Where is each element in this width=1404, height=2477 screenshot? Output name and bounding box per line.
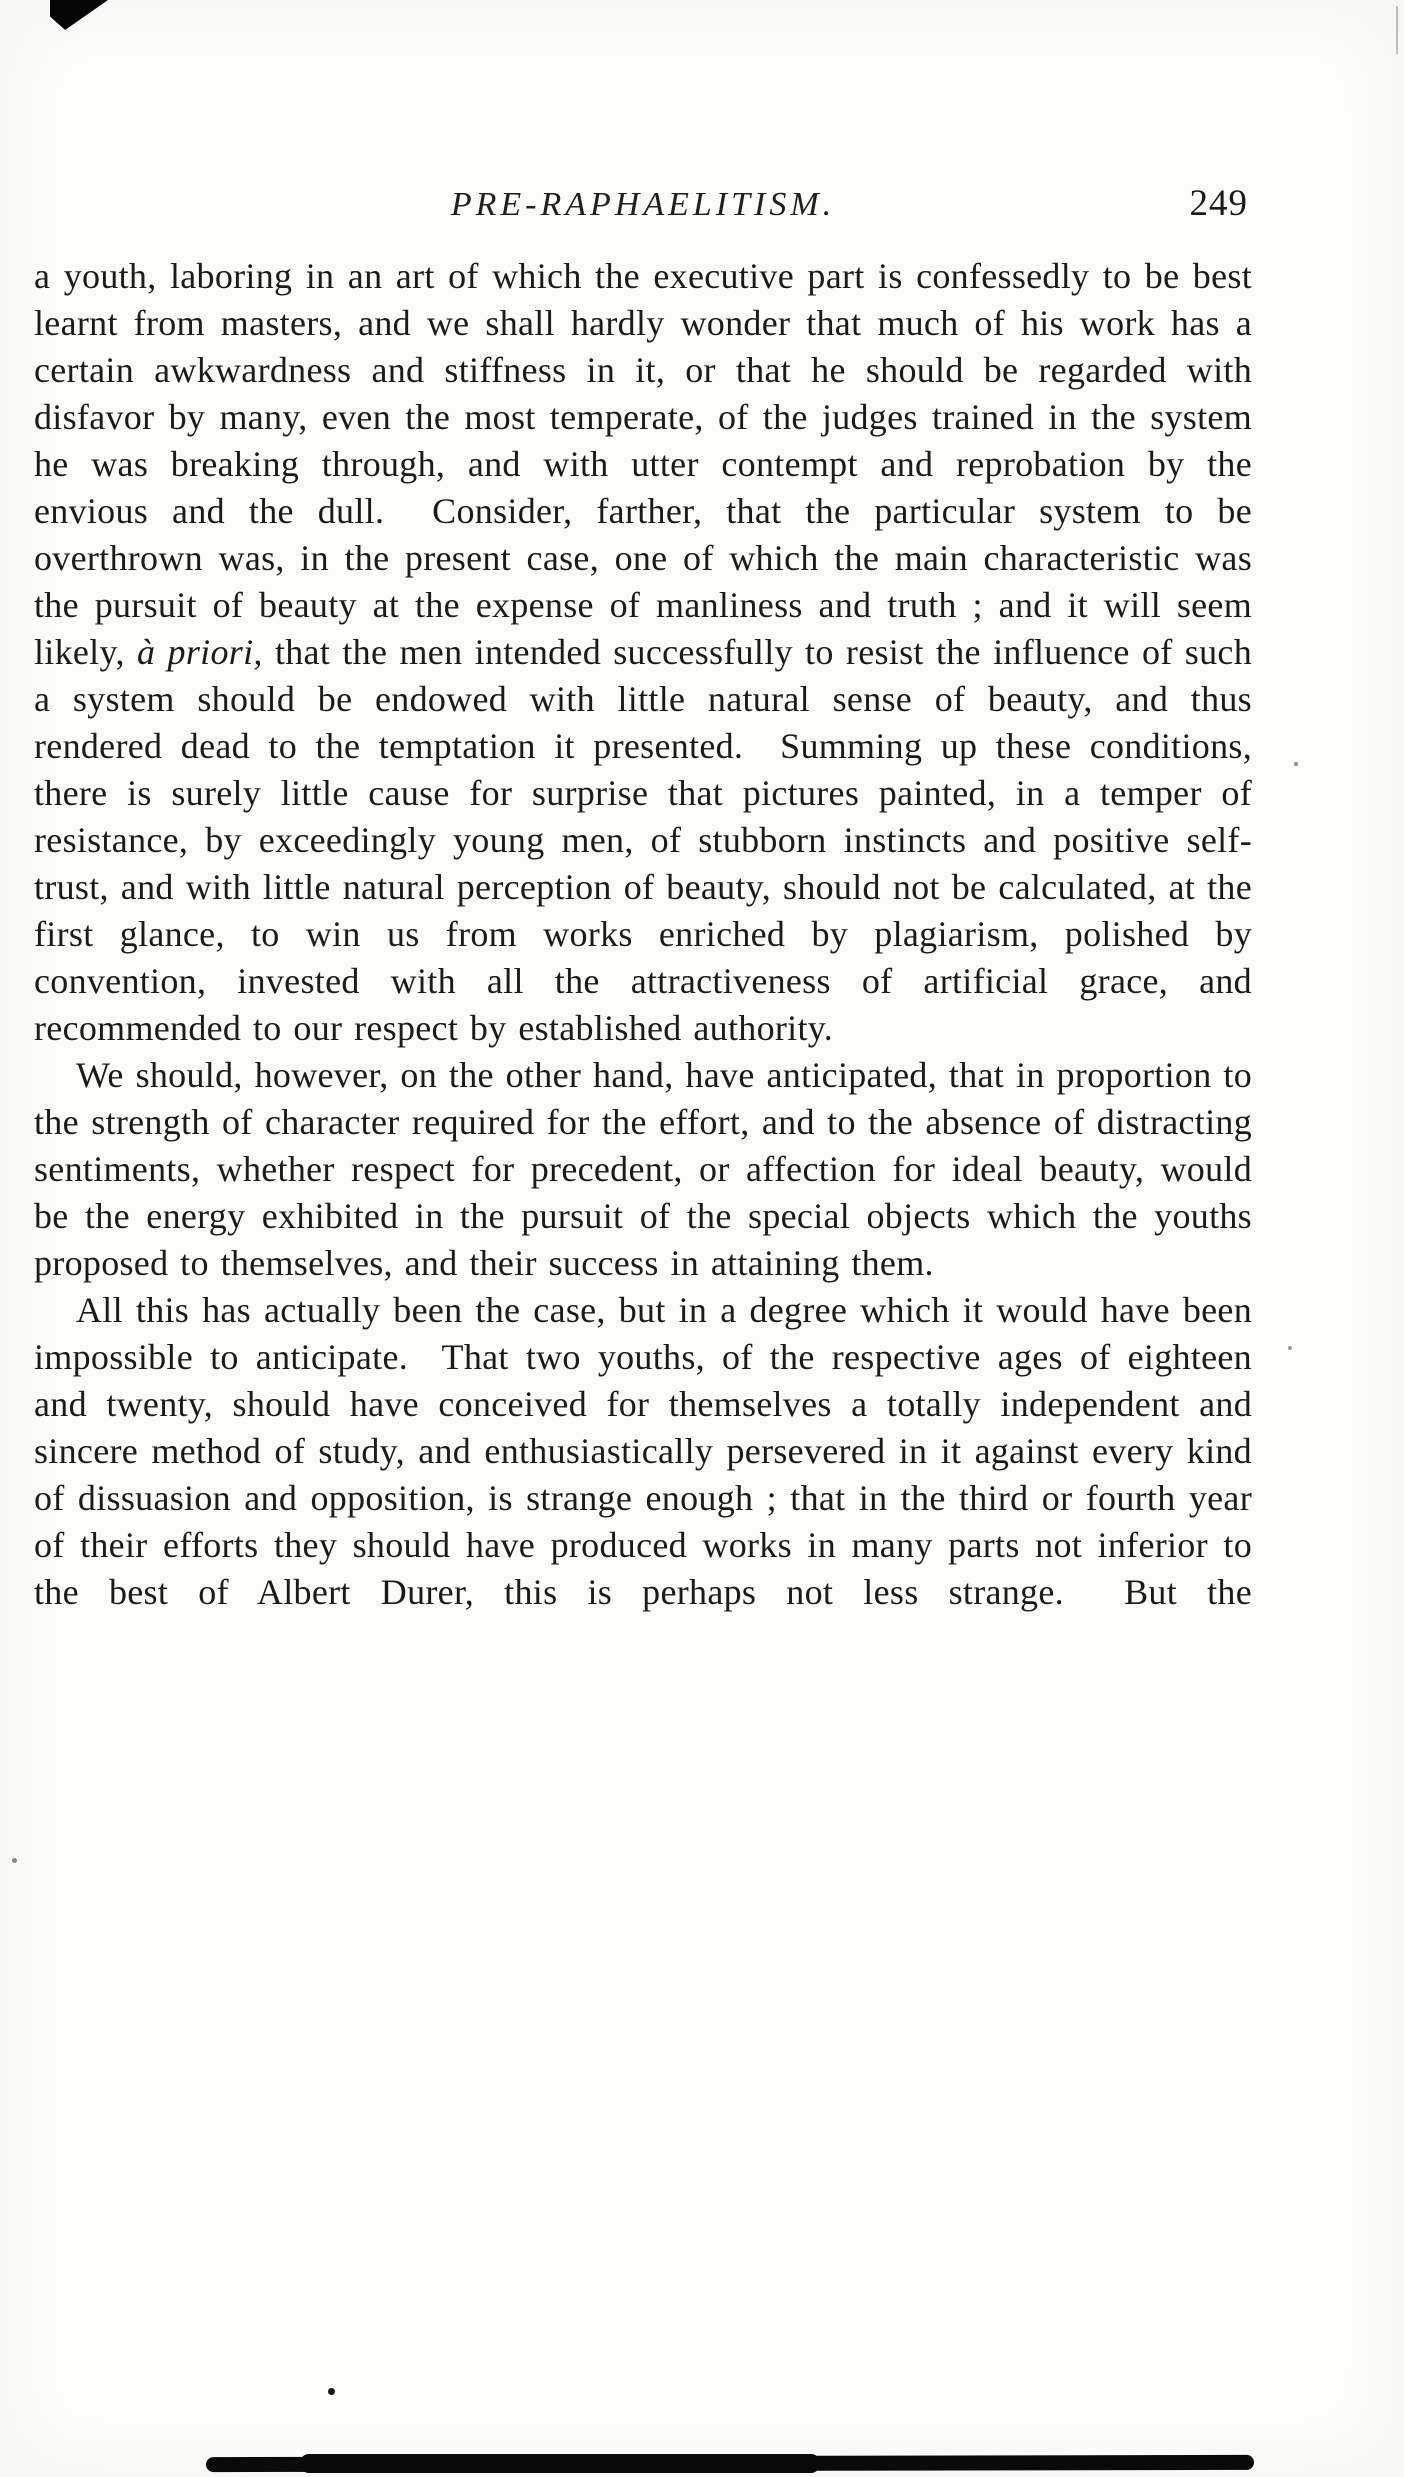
- running-header: [34, 183, 1252, 238]
- scan-corner-mark: [50, 0, 108, 30]
- scan-speck-left-margin: [12, 1858, 17, 1863]
- scan-speck-right-margin-2: [1288, 1346, 1292, 1350]
- paragraph: [34, 253, 1252, 1052]
- paragraph: [34, 1287, 1252, 1616]
- running-title: PRE-RAPHAELITISM.: [450, 186, 836, 223]
- scan-bottom-bar-bulge: [300, 2454, 820, 2473]
- scan-speck-right-margin: [1294, 762, 1298, 766]
- paragraph-2-text: We should, however, on the other hand, have anticipated, that in proportion to the strength of character required for the effort, and to the absence of distracting sentiments, whether respect for precedent, or affection for ideal beauty, would be the energy exhibited in the pursuit of the special objects which the youths proposed to themselves, and their success in attaining them.: [34, 1055, 1252, 1283]
- scan-speck-bottom: [328, 2388, 335, 2395]
- paragraph: [34, 1052, 1252, 1287]
- paragraph-1-text-a: a youth, laboring in an art of which the executive part is confessedly to be best learnt from masters, and we shall hardly wonder that much of his work has a certain awkwardness and stiffness in it, or that he should be regarded with disfavor by many, even the most temperate, of the judges trained in the system he was breaking through, and with utter contempt and reprobation by the envious and the dull. Consider, farther, that the particular system to be overthrown was, in the present case, one of which the main characteristic was the pursuit of beauty at the expense of manliness and truth ; and it will seem likely,: [34, 256, 1252, 672]
- latin-phrase-italic: à priori,: [137, 632, 263, 672]
- page-number: 249: [1189, 183, 1248, 224]
- scan-edge-tick: [1396, 6, 1398, 54]
- page-body: [34, 253, 1252, 1616]
- paragraph-1-text-b: that the men intended successfully to resist the influence of such a system should be endowed with little natural sense of beauty, and thus rendered dead to the temptation it presented. Summing up these conditions, there is surely little cause for surprise that pictures painted, in a temper of resistance, by exceedingly young men, of stubborn instincts and positive self-trust, and with little natural perception of beauty, should not be calculated, at the first glance, to win us from works enriched by plagiarism, polished by convention, invested with all the attractiveness of artificial grace, and recommended to our respect by established authority.: [34, 632, 1252, 1048]
- paragraph-3-text: All this has actually been the case, but in a degree which it would have been impossible to anticipate. That two youths, of the respective ages of eighteen and twenty, should have conceived for themselves a totally independent and sincere method of study, and enthusiastically persevered in it against every kind of dissuasion and opposition, is strange enough ; that in the third or fourth year of their efforts they should have produced works in many parts not inferior to the best of Albert Durer, this is perhaps not less strange. But the: [34, 1290, 1252, 1612]
